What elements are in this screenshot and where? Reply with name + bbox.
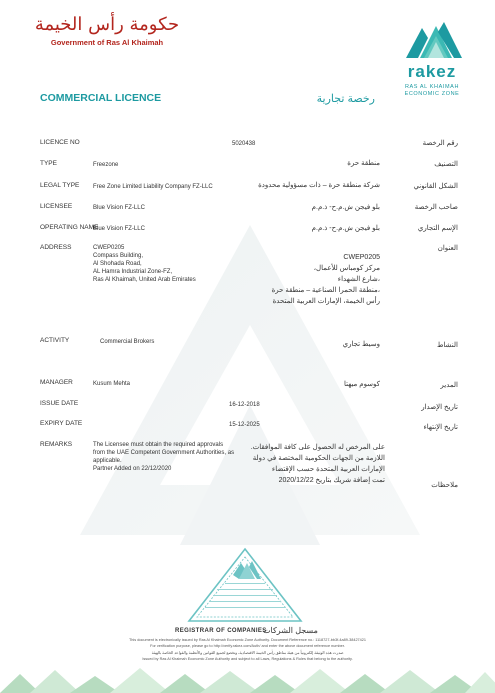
remarks-line-arabic: تمت إضافة شريك بتاريخ 2020/12/22	[278, 477, 385, 484]
operating-name-value-arabic: بلو فيجن ش.م.ح- ذ.م.م	[311, 225, 380, 232]
activity-value: Commercial Brokers	[100, 339, 155, 345]
issue-date-label: ISSUE DATE	[40, 400, 79, 407]
legal-type-value-arabic: شركة منطقة حرة – ذات مسؤولية محدودة	[258, 182, 380, 189]
operating-name-value: Blue Vision FZ-LLC	[93, 226, 145, 232]
address-line: AL Hamra Industrial Zone-FZ,	[93, 269, 173, 275]
licensee-value: Blue Vision FZ-LLC	[93, 205, 145, 211]
address-line: Ras Al Khaimah, United Arab Emirates	[93, 277, 196, 283]
type-label: TYPE	[40, 160, 57, 167]
legal-type-label: LEGAL TYPE	[40, 182, 80, 189]
legal-type-label-arabic: الشكل القانوني	[413, 183, 458, 190]
address-line: CWEP0205	[93, 245, 125, 251]
address-line-arabic: CWEP0205	[343, 254, 380, 261]
remarks-line-arabic: على المرخص له الحصول على كافة الموافقات.	[250, 444, 385, 451]
licence-no-label-arabic: رقم الرخصة	[422, 140, 458, 147]
rakez-logo-icon	[398, 18, 468, 62]
decorative-triangle-band	[0, 662, 495, 693]
document-title-english: COMMERCIAL LICENCE	[40, 92, 162, 104]
remarks-line: from the UAE Competent Government Authorities, as	[93, 450, 235, 456]
rakez-subtitle-2: ECONOMIC ZONE	[404, 91, 460, 97]
expiry-date-label: EXPIRY DATE	[40, 420, 83, 427]
activity-label: ACTIVITY	[40, 337, 70, 344]
licence-no-value: 5020438	[232, 141, 256, 147]
address-line-arabic: رأس الخيمة، الإمارات العربية المتحدة	[272, 298, 380, 305]
manager-label: MANAGER	[40, 379, 73, 386]
expiry-date-value: 15-12-2025	[229, 422, 260, 428]
address-line-arabic: مركز كومباس للأعمال،	[313, 265, 380, 272]
licensee-value-arabic: بلو فيجن ش.م.ح- ذ.م.م	[311, 204, 380, 211]
activity-label-arabic: النشاط	[436, 342, 458, 349]
operating-name-label: OPERATING NAME	[40, 224, 99, 231]
rakez-subtitle-1: RAS AL KHAIMAH	[404, 84, 460, 90]
address-block-arabic	[230, 252, 380, 307]
remarks-label-arabic: ملاحظات	[431, 482, 458, 489]
type-label-arabic: التصنيف	[434, 161, 458, 168]
activity-value-arabic: وسيط تجاري	[342, 341, 380, 348]
document-title-arabic: رخصة تجارية	[316, 93, 375, 105]
address-line-arabic: ،شارع الشهداء	[337, 276, 380, 283]
rakez-wordmark: rakez	[407, 62, 457, 81]
remarks-line: applicable.	[93, 458, 122, 464]
footer-line-2: For verification purpose, please go to http://verify.rakez.com/Auth/ and enter the above document reference number.	[150, 644, 345, 648]
remarks-block	[93, 441, 234, 473]
legal-type-value: Free Zone Limited Liability Company FZ-LLC	[93, 184, 213, 190]
government-name-arabic: حكومة رأس الخيمة	[34, 14, 180, 35]
address-label-arabic: العنوان	[437, 245, 458, 252]
remarks-block-arabic	[225, 442, 385, 486]
registrar-label-arabic: مسجل الشركات	[263, 626, 318, 635]
operating-name-label-arabic: الإسم التجاري	[417, 225, 458, 232]
footer-line-1: This document is electronically issued by Ras Al Khaimah Economic Zone Authority. Document Reference no.: 1118727-bb3f-4a89-38427421	[128, 638, 367, 642]
type-value-arabic: منطقة حرة	[347, 160, 380, 167]
footer-line-4: Issued by Ras Al Khaimah Economic Zone Authority and subject to all Laws, Regulations & Rules that belong to the authority.	[142, 657, 353, 661]
manager-label-arabic: المدير	[440, 382, 458, 389]
manager-value: Kusum Mehta	[93, 381, 131, 387]
expiry-date-label-arabic: تاريخ الإنتهاء	[423, 424, 458, 431]
address-label: ADDRESS	[40, 244, 72, 251]
address-line: Compass Building,	[93, 253, 144, 259]
licensee-label-arabic: صاحب الرخصة	[414, 204, 458, 211]
government-name-english: Government of Ras Al Khaimah	[50, 38, 164, 47]
manager-value-arabic: كوسوم ميهتا	[343, 381, 380, 388]
remarks-line-arabic: اللازمة من الجهات الحكومية المختصة في دولة	[252, 455, 385, 462]
footer-line-3: صدرت هذه الوثيقة إلكترونياً من هيئة مناطق رأس الخيمة الاقتصادية، وتخضع لجميع القوانين والأنظمة والقواعد الخاصة بالهيئة	[151, 651, 344, 655]
licensee-label: LICENSEE	[40, 203, 73, 210]
address-line: Al Shohada Road,	[93, 261, 142, 267]
remarks-line-arabic: الإمارات العربية المتحدة حسب الإقتضاء	[271, 466, 385, 473]
licence-no-label: LICENCE NO	[40, 139, 80, 146]
official-stamp-icon	[185, 545, 305, 625]
remarks-line: The Licensee must obtain the required approvals	[93, 442, 224, 448]
address-block	[93, 244, 196, 284]
remarks-line: Partner Added on 22/12/2020	[93, 466, 172, 472]
issue-date-label-arabic: تاريخ الإصدار	[421, 404, 458, 411]
issue-date-value: 16-12-2018	[229, 402, 260, 408]
remarks-label: REMARKS	[40, 441, 73, 448]
registrar-label-english: REGISTRAR OF COMPANIES	[175, 628, 267, 634]
address-line-arabic: ،منطقة الحمرا الصناعية – منطقة حرة	[271, 287, 380, 294]
type-value: Freezone	[93, 162, 119, 168]
